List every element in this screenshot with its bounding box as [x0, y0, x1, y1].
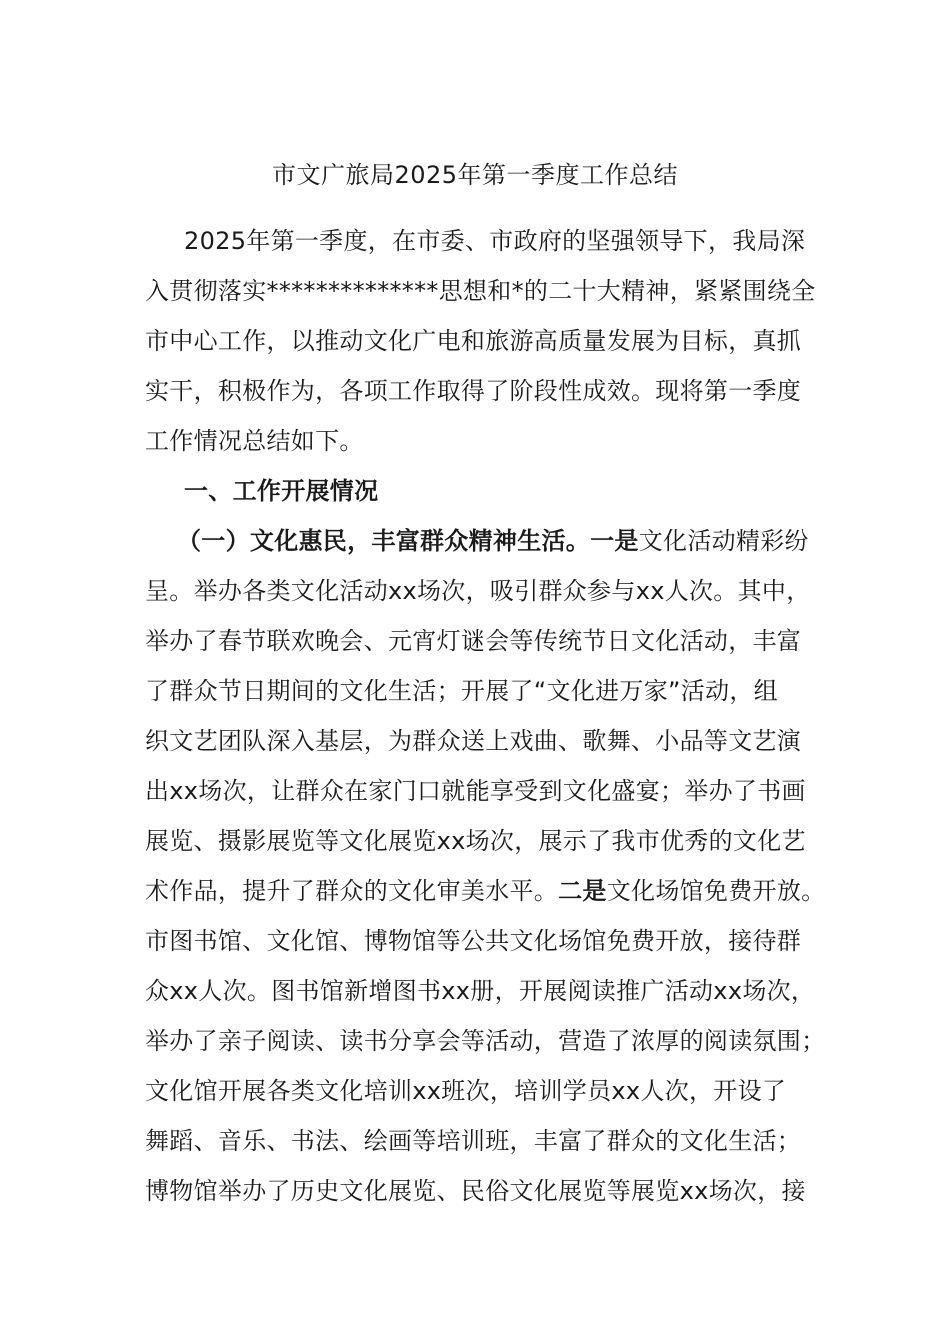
subsection-first-line	[145, 516, 810, 566]
body-line: 呈。举办各类文化活动xx场次，吸引群众参与xx人次。其中，	[145, 577, 811, 605]
intro-line: 2025年第一季度，在市委、市政府的坚强领导下，我局深	[184, 227, 806, 255]
document-title: 市文广旅局2025年第一季度工作总结	[271, 161, 679, 189]
body-line: 出xx场次，让群众在家门口就能享受到文化盛宴；举办了书画	[145, 777, 806, 805]
body-line: 市图书馆、文化馆、博物馆等公共文化场馆免费开放，接待群	[145, 927, 802, 955]
body-line: 举办了亲子阅读、读书分享会等活动，营造了浓厚的阅读氛围；	[145, 1027, 826, 1055]
body-line-mixed	[145, 866, 826, 916]
intro-line: 入贯彻落实**************思想和*的二十大精神，紧紧围绕全	[145, 277, 816, 305]
body-line: 舞蹈、音乐、书法、绘画等培训班，丰富了群众的文化生活；	[145, 1127, 802, 1155]
point-label-second: 二是	[558, 877, 607, 905]
body-line: 了群众节日期间的文化生活；开展了“文化进万家”活动，组	[145, 677, 778, 705]
body-line: 织文艺团队深入基层，为群众送上戏曲、歌舞、小品等文艺演	[145, 727, 802, 755]
mixed-text-after: 文化场馆免费开放。	[606, 877, 826, 905]
body-line: 众xx人次。图书馆新增图书xx册，开展阅读推广活动xx场次，	[145, 977, 816, 1005]
body-line: 展览、摄影展览等文化展览xx场次，展示了我市优秀的文化艺	[145, 827, 806, 855]
body-line: 举办了春节联欢晚会、元宵灯谜会等传统节日文化活动，丰富	[145, 627, 802, 655]
point-text-first: 文化活动精彩纷	[638, 527, 809, 555]
intro-line: 市中心工作，以推动文化广电和旅游高质量发展为目标，真抓	[145, 327, 802, 355]
intro-line: 工作情况总结如下。	[145, 427, 364, 455]
intro-line: 实干，积极作为，各项工作取得了阶段性成效。现将第一季度	[145, 377, 802, 405]
point-label-first: 一是	[590, 527, 639, 555]
body-line: 博物馆举办了历史文化展览、民俗文化展览等展览xx场次，接	[145, 1177, 806, 1205]
subsection-heading: （一）文化惠民，丰富群众精神生活。	[177, 527, 591, 555]
mixed-text-before: 术作品，提升了群众的文化审美水平。	[145, 877, 559, 905]
document-body	[145, 216, 826, 1216]
section-heading-1: 一、工作开展情况	[184, 477, 379, 505]
body-line: 文化馆开展各类文化培训xx班次，培训学员xx人次，开设了	[145, 1077, 787, 1105]
